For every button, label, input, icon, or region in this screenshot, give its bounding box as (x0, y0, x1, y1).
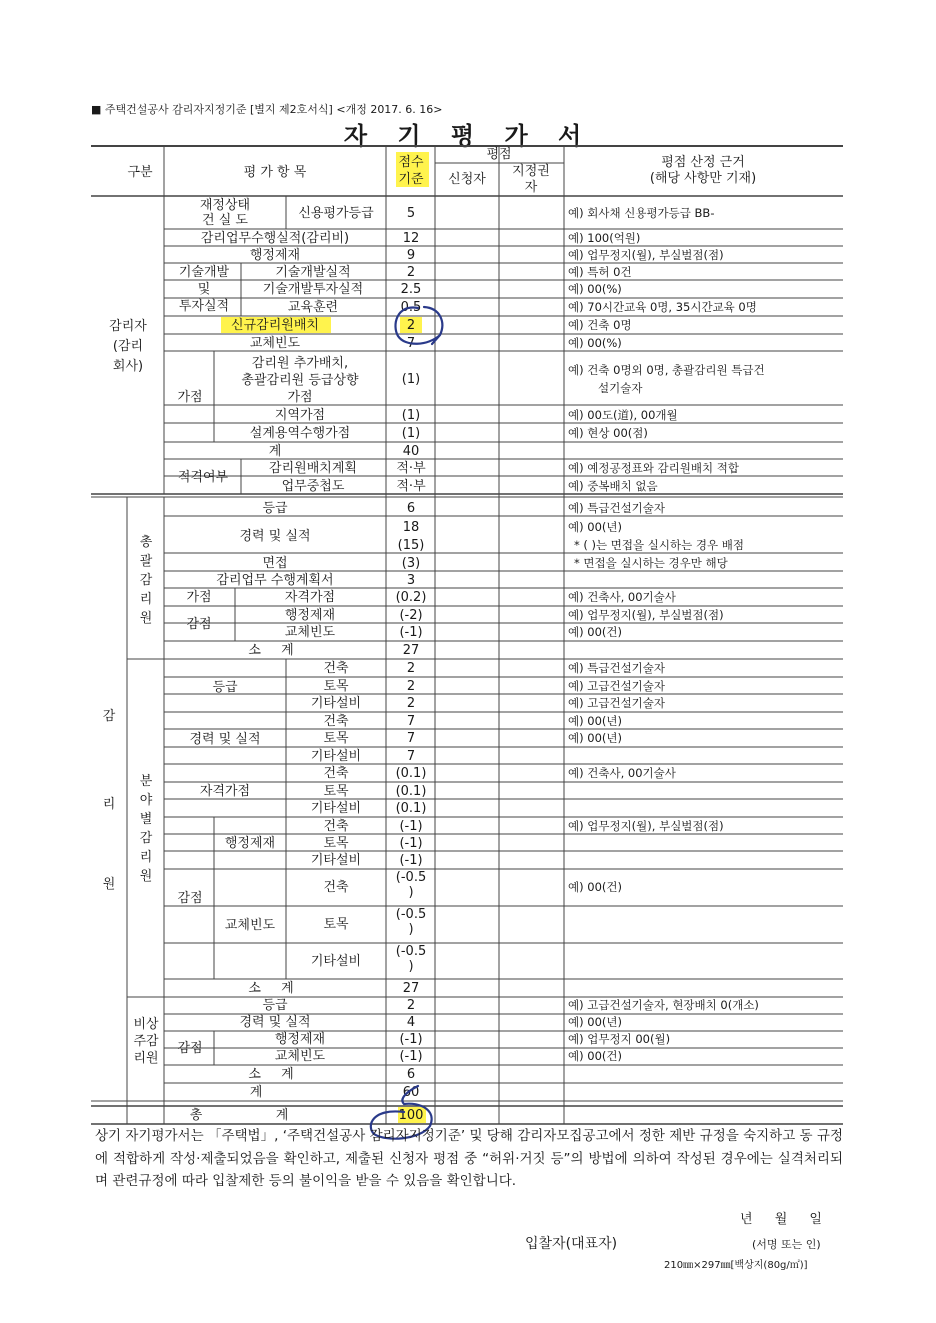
field-civil: 토목 (323, 917, 349, 932)
basis-text: 예) 건축사, 00기술사 (568, 590, 676, 604)
field-label: 분 (139, 774, 153, 789)
score-value: 5 (406, 206, 416, 221)
basis-text: 예) 00도(道), 00개월 (568, 408, 678, 422)
score-value: ) (408, 959, 414, 974)
nonpermanent-label: 주감 (133, 1034, 159, 1049)
field-arch: 건축 (323, 766, 349, 781)
field-etc: 기타설비 (310, 801, 362, 816)
basis-text: 예) 업무정지(월), 부실벌점(점) (568, 608, 724, 622)
score-value: 40 (402, 444, 420, 459)
score-value: (0.1) (395, 766, 427, 781)
field-label: 별 (139, 812, 153, 827)
chief-bonus: 가점 (186, 590, 212, 605)
basis-text: 예) 업무정지(월), 부실벌점(점) (568, 248, 724, 262)
basis-text: 예) 중복배치 없음 (568, 479, 658, 493)
basis-text: 예) 예정공정표와 감리원배치 적합 (568, 461, 739, 475)
score-value: 7 (406, 714, 416, 729)
score-value: 9 (406, 248, 416, 263)
header-item: 평 가 항 목 (243, 165, 307, 180)
score-value: (3) (401, 556, 421, 571)
signature-label: (서명 또는 인) (752, 1238, 821, 1251)
score-value: 적·부 (396, 479, 426, 494)
item-bonus-staff: 감리원 추가배치, (251, 356, 349, 371)
grand-total-label: 총 (189, 1108, 203, 1123)
form-title: 자 기 평 가 서 (343, 122, 593, 150)
score-value: 60 (402, 1085, 420, 1100)
section2-total: 계 (249, 1085, 263, 1100)
basis-text: 예) 70시간교육 0명, 35시간교육 0명 (568, 300, 757, 314)
item-training: 교육훈련 (287, 300, 339, 315)
date-line: 년 월 일 (740, 1212, 822, 1227)
basis-text: 예) 고급건설기술자 (568, 679, 666, 693)
field-etc: 기타설비 (310, 853, 362, 868)
score-value: ) (408, 922, 414, 937)
score-value: (1) (401, 372, 421, 387)
chief-label: 원 (139, 611, 153, 626)
nonpermanent-label: 비상 (133, 1017, 159, 1032)
basis-text: 예) 00(년) (568, 714, 622, 728)
score-value: (-1) (399, 836, 423, 851)
section1-label: 회사) (112, 359, 144, 374)
chief-grade: 등급 (262, 501, 288, 516)
basis-text: 예) 00(건) (568, 1049, 622, 1063)
chief-label: 총 (139, 535, 153, 550)
paper-spec: 210㎜×297㎜[백상지(80g/㎡)] (664, 1260, 808, 1271)
basis-text: 예) 100(억원) (568, 231, 641, 245)
field-arch: 건축 (323, 880, 349, 895)
score-value: (-0.5 (395, 907, 427, 922)
field-civil: 토목 (323, 836, 349, 851)
score-value: 4 (406, 1015, 416, 1030)
item-tech: 기술개발 (178, 265, 230, 280)
score-value: 2 (406, 696, 416, 711)
np-career: 경력 및 실적 (239, 1015, 311, 1030)
basis-text: 설기술자 (598, 381, 643, 395)
item-new-staff: 신규감리원배치 (231, 318, 319, 333)
item-tech-invest: 기술개발투자실적 (262, 282, 364, 297)
score-value: 27 (402, 981, 420, 996)
basis-text: 예) 00(년) (568, 1015, 622, 1029)
score-value: (-0.5 (395, 870, 427, 885)
basis-text: 예) 고급건설기술자 (568, 696, 666, 710)
field-arch: 건축 (323, 714, 349, 729)
basis-text: 예) 업무정지(월), 부실벌점(점) (568, 819, 724, 833)
item-bonus-region: 지역가점 (274, 408, 326, 423)
chief-career: 경력 및 실적 (239, 529, 311, 544)
confirmation-note: 상기 자기평가서는 「주택법」, ‘주택건설공사 감리자지정기준’ 및 당해 감리자모집공고에서 정한 제반 규정을 숙지하고 동 규정에 적합하게 작성·제출되었음을 확인하고, 제출된 신청자 평점 중 “허위·거짓 등”의 방법에 의하여 작성된 경우에는 실격처리되며 관련규정에 따라 입찰제한 등의 불이익을 받을 수 있음을 확인합니다. (95, 1128, 843, 1189)
score-value: (0.1) (395, 801, 427, 816)
item-eligibility: 적격여부 (177, 470, 229, 485)
basis-text: 예) 회사채 신용평가등급 BB- (568, 206, 715, 220)
field-career: 경력 및 실적 (189, 732, 261, 747)
score-value: 0.5 (400, 300, 422, 315)
field-grade: 등급 (212, 680, 238, 695)
chief-sanction: 행정제재 (284, 608, 336, 623)
item-finance: 재정상태 (199, 198, 251, 213)
basis-text: 예) 건축 0명 (568, 318, 632, 332)
section1-label: 감리자 (109, 319, 147, 334)
item-tech: 투자실적 (178, 299, 230, 314)
basis-text: 예) 00(년) (568, 520, 622, 534)
np-subtotal: 소 계 (248, 1067, 302, 1082)
field-label: 리 (139, 850, 153, 865)
score-value: 7 (406, 731, 416, 746)
basis-text: 예) 특급건설기술자 (568, 501, 666, 515)
score-value: (15) (397, 538, 425, 553)
item-bonus: 가점 (177, 390, 203, 405)
chief-plan: 감리업무 수행계획서 (216, 573, 334, 588)
field-arch: 건축 (323, 819, 349, 834)
score-value: 2.5 (400, 282, 422, 297)
basis-text: * 면접을 실시하는 경우만 해당 (574, 556, 728, 570)
grand-total-label: 계 (275, 1108, 289, 1123)
score-value: (0.1) (395, 784, 427, 799)
header-basis: (해당 사항만 기재) (649, 171, 757, 186)
score-value: (-1) (399, 819, 423, 834)
basis-text: 예) 00(건) (568, 880, 622, 894)
score-value: (-1) (399, 1049, 423, 1064)
item-replace: 교체빈도 (249, 336, 301, 351)
basis-text: 예) 건축 0명외 0명, 총괄감리원 특급건 (568, 363, 765, 377)
field-civil: 토목 (323, 784, 349, 799)
score-value: 2 (406, 661, 416, 676)
np-grade: 등급 (262, 998, 288, 1013)
score-value: 18 (402, 520, 420, 535)
chief-minus: 감점 (186, 617, 212, 632)
item-credit-grade: 신용평가등급 (298, 206, 374, 221)
field-etc: 기타설비 (310, 749, 362, 764)
section2-label: 리 (102, 797, 116, 812)
field-civil: 토목 (323, 731, 349, 746)
header-designator: 자 (524, 180, 538, 195)
item-bonus-design: 설계용역수행가점 (249, 426, 351, 441)
score-value: (0.2) (395, 590, 427, 605)
basis-text: 예) 현상 00(점) (568, 426, 648, 440)
score-value: (-1) (399, 625, 423, 640)
grand-total-score: 100 (398, 1108, 424, 1123)
basis-text: 예) 00(%) (568, 282, 622, 296)
item-finance: 건 실 도 (202, 213, 248, 228)
score-value: 27 (402, 643, 420, 658)
basis-text: 예) 업무정지 00(월) (568, 1032, 671, 1046)
field-label: 야 (139, 793, 153, 808)
header-basis: 평점 산정 근거 (661, 155, 745, 170)
form-header: ■ 주택건설공사 감리자지정기준 [별지 제2호서식] <개정 2017. 6. 16> (91, 103, 443, 116)
np-replace: 교체빈도 (274, 1049, 326, 1064)
score-value: 적·부 (396, 461, 426, 476)
score-value: 12 (402, 231, 420, 246)
header-designator: 지정권 (512, 164, 550, 179)
score-value: (-0.5 (395, 944, 427, 959)
field-label: 원 (139, 869, 153, 884)
section2-label: 원 (102, 877, 116, 892)
score-value: (-1) (399, 1032, 423, 1047)
score-value: (-1) (399, 853, 423, 868)
header-pyeongjeom: 평점 (486, 147, 512, 162)
field-etc: 기타설비 (310, 954, 362, 969)
header-gubun: 구분 (127, 165, 153, 180)
basis-text: 예) 00(년) (568, 731, 622, 745)
field-subtotal: 소 계 (248, 981, 302, 996)
header-score: 기준 (398, 172, 424, 187)
field-arch: 건축 (323, 661, 349, 676)
item-tech-dev: 기술개발실적 (275, 265, 351, 280)
score-value: (1) (401, 408, 421, 423)
score-value: ) (408, 885, 414, 900)
item-total: 계 (268, 444, 282, 459)
chief-replace: 교체빈도 (284, 625, 336, 640)
bidder-label: 입찰자(대표자) (525, 1236, 618, 1252)
field-civil: 토목 (323, 679, 349, 694)
field-cert: 자격가점 (199, 784, 251, 799)
field-minus: 감점 (177, 891, 203, 906)
item-sanction: 행정제재 (249, 248, 301, 263)
field-label: 감 (139, 831, 153, 846)
header-score: 점수 (398, 155, 424, 170)
item-bonus-staff: 총괄감리원 등급상향 (241, 373, 359, 388)
item-bonus-staff: 가점 (287, 390, 313, 405)
item-performance: 감리업무수행실적(감리비) (200, 231, 350, 246)
item-tech: 및 (197, 282, 211, 297)
basis-text: 예) 특급건설기술자 (568, 661, 666, 675)
basis-text: 예) 00(%) (568, 336, 622, 350)
section2-label: 감 (102, 709, 116, 724)
basis-text: * ( )는 면접을 실시하는 경우 배점 (574, 538, 744, 552)
chief-label: 감 (139, 573, 153, 588)
basis-text: 예) 특허 0건 (568, 265, 632, 279)
nonpermanent-label: 리원 (133, 1051, 159, 1066)
score-value: 7 (406, 749, 416, 764)
item-overlap: 업무중첩도 (281, 479, 345, 494)
score-value: 3 (406, 573, 416, 588)
score-value: 6 (406, 501, 416, 516)
np-sanction: 행정제재 (274, 1032, 326, 1047)
item-staff-plan: 감리원배치계획 (269, 461, 357, 476)
score-value: (-2) (399, 608, 423, 623)
chief-label: 괄 (139, 554, 153, 569)
basis-text: 예) 00(건) (568, 625, 622, 639)
field-sanction: 행정제재 (224, 836, 276, 851)
chief-label: 리 (139, 592, 153, 607)
score-value: 7 (406, 336, 416, 351)
section1-label: (감리 (112, 339, 144, 354)
field-replace: 교체빈도 (224, 918, 276, 933)
basis-text: 예) 고급건설기술자, 현장배치 0(개소) (568, 998, 759, 1012)
score-value: 6 (406, 1067, 416, 1082)
header-applicant: 신청자 (448, 172, 486, 187)
chief-cert: 자격가점 (284, 590, 336, 605)
score-value: 2 (406, 265, 416, 280)
np-minus: 감점 (177, 1041, 203, 1056)
basis-text: 예) 건축사, 00기술사 (568, 766, 676, 780)
chief-subtotal: 소 계 (248, 643, 302, 658)
score-value: 2 (406, 998, 416, 1013)
field-etc: 기타설비 (310, 696, 362, 711)
score-value: 2 (406, 679, 416, 694)
chief-interview: 면접 (262, 556, 288, 571)
score-value: 2 (406, 318, 416, 333)
score-value: (1) (401, 426, 421, 441)
